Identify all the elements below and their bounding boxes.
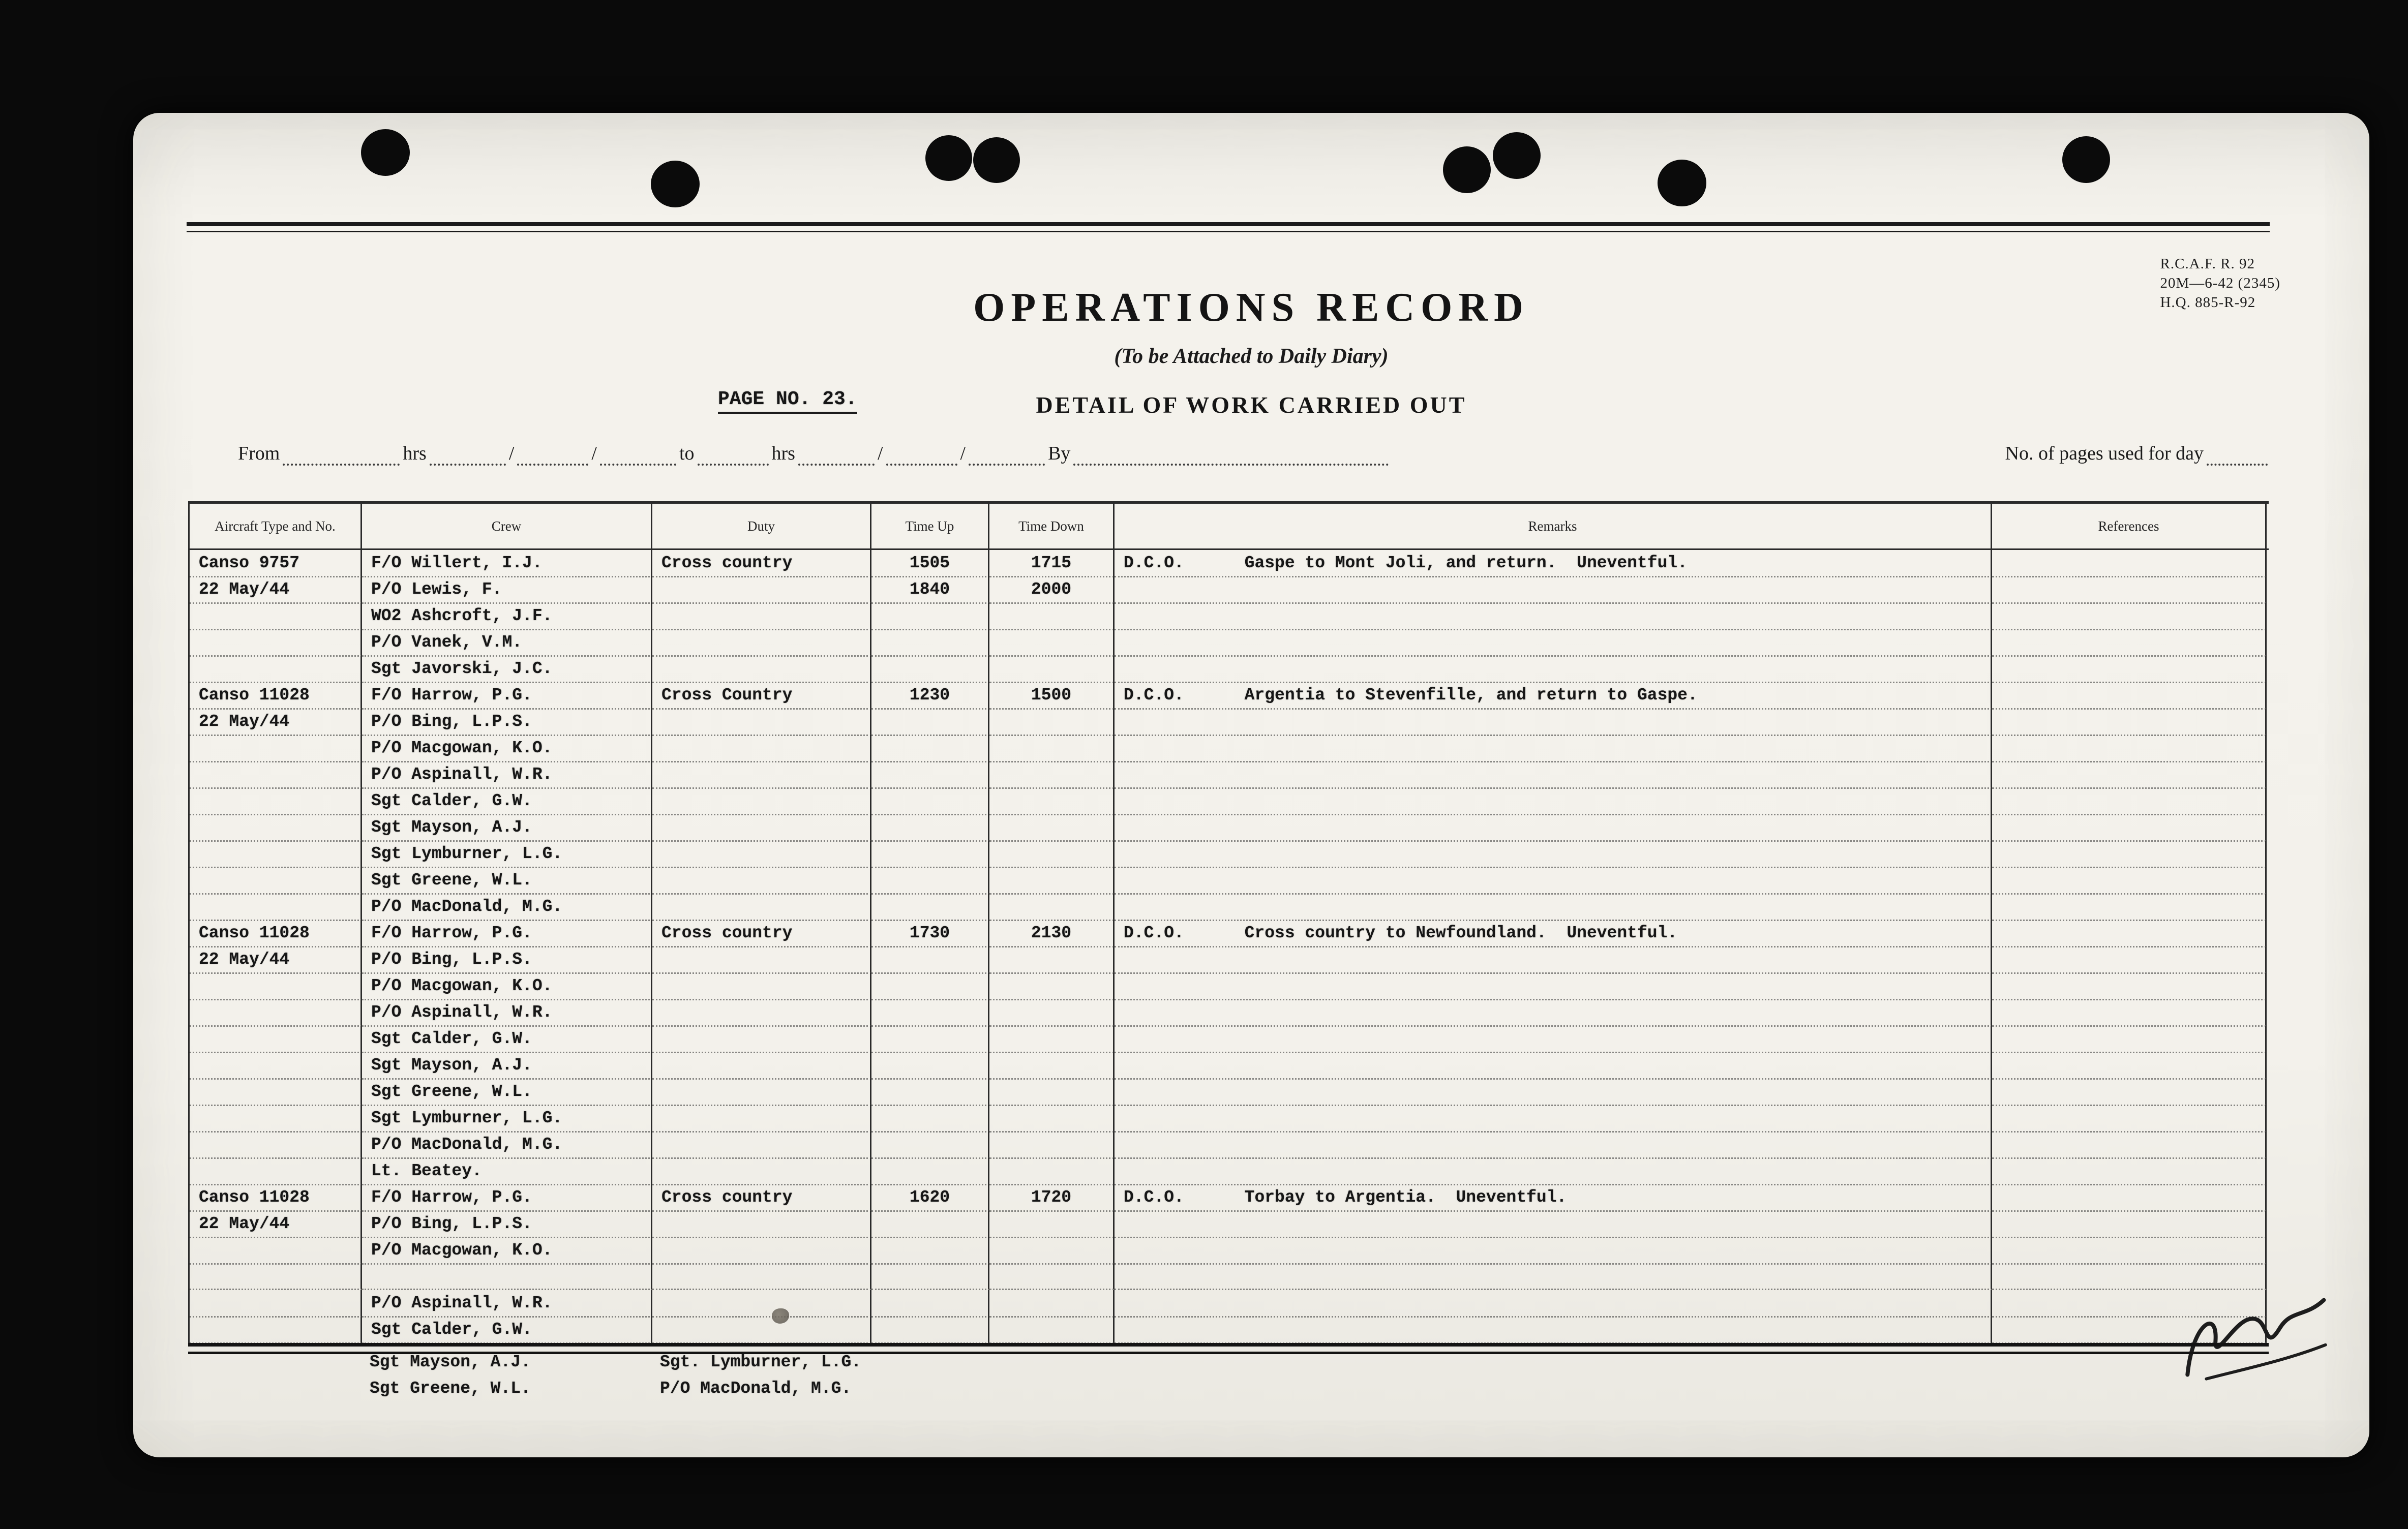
cell-remarks — [1113, 1375, 1991, 1402]
cell-remarks — [1115, 1211, 1992, 1238]
detail-heading: DETAIL OF WORK CARRIED OUT — [1036, 392, 1467, 418]
cell-time-up — [871, 735, 989, 762]
cell-aircraft — [190, 1079, 362, 1106]
cell-duty — [652, 1052, 871, 1080]
cell-remarks — [1115, 946, 1992, 974]
cell-duty — [652, 999, 871, 1027]
cell-crew: Sgt Greene, W.L. — [362, 1079, 652, 1106]
cell-crew: Sgt Greene, W.L. — [370, 1379, 531, 1398]
cell-remarks — [1115, 735, 1992, 762]
table-row — [188, 761, 2269, 788]
cell-time-up — [870, 1375, 988, 1402]
cell-crew: P/O Macgowan, K.O. — [362, 1237, 652, 1265]
cell-duty — [652, 1132, 871, 1159]
cell-references — [1992, 894, 2267, 921]
table-row — [188, 814, 2269, 841]
cell-references — [1992, 576, 2267, 604]
table-row — [188, 1052, 2269, 1079]
cell-time-down — [989, 1317, 1115, 1344]
cell-time-down — [989, 814, 1115, 842]
cell-time-down — [989, 735, 1115, 762]
cell-time-up — [871, 999, 989, 1027]
cell-duty — [652, 1290, 871, 1318]
table-overflow — [188, 1349, 2269, 1402]
cell-references — [1991, 1375, 2265, 1402]
cell-remarks — [1115, 761, 1992, 789]
cell-time-down — [989, 709, 1115, 736]
punch-hole — [925, 135, 972, 181]
cell-time-down: 1715 — [989, 550, 1115, 577]
cell-remarks — [1115, 894, 1992, 921]
cell-duty — [652, 841, 871, 868]
cell-remarks — [1115, 973, 1992, 1000]
cell-references — [1992, 946, 2267, 974]
cell-time-down — [989, 1290, 1115, 1318]
punch-hole — [361, 129, 410, 176]
cell-references — [1992, 603, 2267, 630]
cell-time-down — [989, 1211, 1115, 1238]
cell-time-up: 1230 — [871, 682, 989, 710]
cell-crew: Sgt Mayson, A.J. — [370, 1353, 531, 1371]
overflow-row — [188, 1375, 2269, 1402]
cell-aircraft — [190, 735, 362, 762]
cell-duty — [652, 973, 871, 1000]
cell-aircraft: Canso 9757 — [190, 550, 362, 577]
table-row — [188, 999, 2269, 1026]
cell-time-up: 1505 — [871, 550, 989, 577]
cell-time-up — [871, 1290, 989, 1318]
cell-aircraft — [190, 603, 362, 630]
cell-aircraft — [190, 814, 362, 842]
cell-references — [1992, 999, 2267, 1027]
cell-remarks — [1115, 656, 1992, 683]
pages-used-label: No. of pages used for day — [2005, 443, 2204, 464]
cell-time-down — [989, 1026, 1115, 1053]
page-title: OPERATIONS RECORD — [973, 285, 1529, 330]
table-row — [188, 1184, 2269, 1211]
cell-duty: Cross Country — [652, 682, 871, 710]
cell-remarks — [1115, 1264, 1992, 1290]
cell-time-up — [871, 1158, 989, 1185]
cell-remarks: D.C.O. Argentia to Stevenfille, and return to Gaspe. — [1115, 682, 1992, 710]
cell-aircraft — [190, 1052, 362, 1080]
cell-crew: P/O Vanek, V.M. — [362, 629, 652, 657]
cell-aircraft — [190, 1132, 362, 1159]
fill-in-blank — [698, 448, 769, 466]
table-row — [188, 894, 2269, 920]
cell-crew: Sgt Lymburner, L.G. — [362, 841, 652, 868]
cell-aircraft — [190, 973, 362, 1000]
cell-remarks — [1115, 709, 1992, 736]
cell-aircraft — [190, 841, 362, 868]
cell-remarks — [1115, 867, 1992, 895]
cell-time-up — [871, 1317, 989, 1344]
cell-time-down — [989, 1237, 1115, 1265]
table-row — [188, 576, 2269, 603]
cell-aircraft — [190, 1237, 362, 1265]
cell-time-down — [989, 629, 1115, 657]
cell-time-down: 2130 — [989, 920, 1115, 947]
cell-references — [1992, 867, 2267, 895]
cell-crew: P/O Bing, L.P.S. — [362, 709, 652, 736]
cell-time-up — [871, 1026, 989, 1053]
cell-crew: Sgt Lymburner, L.G. — [362, 1105, 652, 1133]
cell-time-down — [989, 1052, 1115, 1080]
from-label: From — [238, 443, 280, 464]
table-body — [188, 550, 2269, 1343]
cell-crew: Sgt Greene, W.L. — [362, 867, 652, 895]
form-code-line: R.C.A.F. R. 92 — [2160, 256, 2255, 272]
cell-time-up — [871, 1079, 989, 1106]
cell-crew: P/O Aspinall, W.R. — [362, 761, 652, 789]
cell-time-down — [989, 1158, 1115, 1185]
slash-separator: / — [508, 443, 515, 464]
cell-time-down: 1720 — [989, 1184, 1115, 1212]
cell-time-up — [871, 603, 989, 630]
cell-remarks — [1115, 1132, 1992, 1159]
cell-crew: P/O Bing, L.P.S. — [362, 946, 652, 974]
cell-time-down: 1500 — [989, 682, 1115, 710]
table-row — [188, 603, 2269, 629]
cell-aircraft — [190, 894, 362, 921]
cell-crew: P/O MacDonald, M.G. — [362, 1132, 652, 1159]
cell-time-down — [989, 973, 1115, 1000]
cell-crew: F/O Harrow, P.G. — [362, 682, 652, 710]
column-header: Duty — [652, 504, 871, 548]
cell-crew: F/O Willert, I.J. — [362, 550, 652, 577]
table-row — [188, 629, 2269, 656]
table-row — [188, 867, 2269, 894]
cell-crew: P/O MacDonald, M.G. — [362, 894, 652, 921]
cell-remarks — [1115, 1105, 1992, 1133]
cell-aircraft — [190, 788, 362, 815]
cell-time-down — [989, 1132, 1115, 1159]
punch-hole — [1658, 160, 1706, 206]
cell-duty — [652, 656, 871, 683]
cell-time-down: 2000 — [989, 576, 1115, 604]
table-row — [188, 1237, 2269, 1264]
cell-crew: Sgt Javorski, J.C. — [362, 656, 652, 683]
cell-aircraft — [188, 1375, 360, 1402]
document-page — [133, 113, 2369, 1457]
cell-aircraft: 22 May/44 — [190, 946, 362, 974]
cell-aircraft: Canso 11028 — [190, 920, 362, 947]
cell-remarks — [1115, 629, 1992, 657]
cell-aircraft — [190, 761, 362, 789]
table-row — [188, 1211, 2269, 1237]
table-row — [188, 1317, 2269, 1343]
cell-aircraft — [190, 1026, 362, 1053]
cell-time-down — [989, 603, 1115, 630]
cell-remarks — [1115, 841, 1992, 868]
slash-separator: / — [960, 443, 966, 464]
cell-references — [1992, 1237, 2267, 1265]
cell-remarks — [1115, 1237, 1992, 1265]
column-header: References — [1992, 504, 2267, 548]
cell-crew: P/O Macgowan, K.O. — [362, 735, 652, 762]
cell-time-down — [989, 946, 1115, 974]
table-row — [188, 682, 2269, 709]
table-row — [188, 1158, 2269, 1184]
cell-aircraft — [190, 1105, 362, 1133]
cell-duty — [652, 629, 871, 657]
cell-duty — [652, 1105, 871, 1133]
cell-crew: F/O Harrow, P.G. — [362, 920, 652, 947]
cell-remarks — [1115, 999, 1992, 1027]
fill-in-blank — [283, 448, 400, 466]
table-bottom-rule — [188, 1343, 2269, 1354]
top-rule-line — [187, 222, 2270, 232]
cell-references — [1992, 1079, 2267, 1106]
fill-in-blank — [886, 448, 957, 466]
cell-time-up — [871, 1211, 989, 1238]
cell-remarks — [1115, 1290, 1992, 1318]
cell-duty — [652, 1211, 871, 1238]
cell-references — [1992, 709, 2267, 736]
cell-time-up — [871, 1237, 989, 1265]
cell-duty: Cross country — [652, 920, 871, 947]
table-row — [188, 1026, 2269, 1052]
cell-time-up — [871, 1132, 989, 1159]
table-row — [188, 1290, 2269, 1317]
cell-time-up — [871, 1105, 989, 1133]
cell-crew: P/O Bing, L.P.S. — [362, 1211, 652, 1238]
cell-remarks — [1115, 1158, 1992, 1185]
cell-aircraft: 22 May/44 — [190, 576, 362, 604]
cell-time-down — [989, 999, 1115, 1027]
cell-aircraft: 22 May/44 — [190, 1211, 362, 1238]
cell-remarks — [1115, 603, 1992, 630]
cell-aircraft — [190, 629, 362, 657]
form-code-line: 20M—6-42 (2345) — [2160, 275, 2280, 291]
cell-remarks — [1115, 814, 1992, 842]
cell-references — [1992, 1052, 2267, 1080]
punch-hole — [1493, 132, 1541, 179]
cell-aircraft — [190, 1158, 362, 1185]
cell-time-up — [871, 841, 989, 868]
cell-crew: Sgt Mayson, A.J. — [362, 814, 652, 842]
table-row — [188, 1132, 2269, 1158]
column-header: Remarks — [1115, 504, 1992, 548]
fill-in-blank — [2207, 448, 2268, 466]
table-row — [188, 656, 2269, 682]
slash-separator: / — [591, 443, 597, 464]
cell-references — [1992, 1184, 2267, 1212]
column-header: Time Up — [871, 504, 989, 548]
cell-time-down — [989, 867, 1115, 895]
cell-time-up — [871, 946, 989, 974]
cell-references — [1992, 788, 2267, 815]
cell-time-down — [989, 1264, 1115, 1290]
cell-references — [1992, 761, 2267, 789]
cell-references — [1992, 1158, 2267, 1185]
table-header-row — [188, 501, 2269, 550]
cell-duty — [652, 788, 871, 815]
cell-time-up — [871, 629, 989, 657]
table-row — [188, 1105, 2269, 1132]
cell-time-up — [871, 867, 989, 895]
cell-duty — [652, 946, 871, 974]
table-row — [188, 550, 2269, 576]
cell-duty — [652, 1317, 871, 1344]
by-label: By — [1048, 443, 1071, 464]
cell-crew: Sgt Calder, G.W. — [362, 1026, 652, 1053]
cell-aircraft — [190, 656, 362, 683]
cell-time-down — [989, 788, 1115, 815]
fill-in-blank — [517, 448, 588, 466]
cell-references — [1992, 1211, 2267, 1238]
punch-hole — [651, 161, 700, 207]
punch-hole — [973, 137, 1020, 183]
cell-crew: Sgt Calder, G.W. — [362, 1317, 652, 1344]
cell-references — [1992, 629, 2267, 657]
cell-remarks — [1115, 788, 1992, 815]
cell-crew: Sgt Mayson, A.J. — [362, 1052, 652, 1080]
hrs-label: hrs — [403, 443, 427, 464]
cell-time-down — [989, 1105, 1115, 1133]
cell-crew: Sgt Calder, G.W. — [362, 788, 652, 815]
cell-duty — [652, 814, 871, 842]
table-row — [188, 735, 2269, 761]
cell-remarks — [1115, 1317, 1992, 1344]
cell-crew: P/O Aspinall, W.R. — [362, 1290, 652, 1318]
cell-duty — [652, 1026, 871, 1053]
cell-time-down — [989, 841, 1115, 868]
cell-duty — [652, 603, 871, 630]
cell-crew: P/O Lewis, F. — [362, 576, 652, 604]
cell-time-up — [871, 656, 989, 683]
cell-remarks: D.C.O. Gaspe to Mont Joli, and return. Uneventful. — [1115, 550, 1992, 577]
cell-crew: P/O Macgowan, K.O. — [362, 973, 652, 1000]
cell-time-down — [989, 761, 1115, 789]
cell-time-up — [871, 973, 989, 1000]
cell-references — [1992, 814, 2267, 842]
cell-duty — [652, 1264, 871, 1290]
cell-time-down — [989, 656, 1115, 683]
table-row — [188, 973, 2269, 999]
cell-time-down — [989, 1079, 1115, 1106]
cell-crew — [362, 1264, 652, 1290]
page-number: PAGE NO. 23. — [718, 388, 857, 414]
cell-crew: F/O Harrow, P.G. — [362, 1184, 652, 1212]
column-header: Aircraft Type and No. — [190, 504, 362, 548]
cell-duty: Sgt. Lymburner, L.G. — [660, 1353, 862, 1371]
from-to-line — [235, 442, 2268, 466]
cell-time-down — [988, 1375, 1113, 1402]
cell-crew: WO2 Ashcroft, J.F. — [362, 603, 652, 630]
table-row — [188, 1079, 2269, 1105]
cell-references — [1992, 656, 2267, 683]
cell-aircraft — [190, 867, 362, 895]
cell-aircraft — [190, 1264, 362, 1290]
cell-time-up — [871, 1264, 989, 1290]
cell-aircraft — [190, 999, 362, 1027]
table-row — [188, 946, 2269, 973]
cell-references — [1992, 1105, 2267, 1133]
cell-duty — [652, 1079, 871, 1106]
cell-time-up — [871, 788, 989, 815]
cell-time-up — [871, 1052, 989, 1080]
cell-time-down — [989, 894, 1115, 921]
cell-time-up — [871, 709, 989, 736]
cell-references — [1992, 920, 2267, 947]
cell-remarks — [1115, 576, 1992, 604]
cell-time-up: 1840 — [871, 576, 989, 604]
fill-in-blank — [1073, 448, 1389, 466]
cell-references — [1992, 973, 2267, 1000]
cell-aircraft — [190, 1317, 362, 1344]
cell-aircraft: Canso 11028 — [190, 682, 362, 710]
cell-remarks: D.C.O. Torbay to Argentia. Uneventful. — [1115, 1184, 1992, 1212]
cell-duty — [652, 761, 871, 789]
cell-references — [1992, 1026, 2267, 1053]
to-label: to — [679, 443, 695, 464]
slash-separator: / — [877, 443, 883, 464]
column-header: Crew — [362, 504, 652, 548]
cell-time-up — [871, 761, 989, 789]
table-row — [188, 920, 2269, 946]
cell-references — [1992, 1132, 2267, 1159]
cell-references — [1992, 841, 2267, 868]
cell-duty — [652, 894, 871, 921]
cell-duty — [652, 1158, 871, 1185]
table-row — [188, 841, 2269, 867]
cell-references — [1992, 682, 2267, 710]
cell-duty — [652, 735, 871, 762]
cell-time-up: 1730 — [871, 920, 989, 947]
cell-duty — [652, 576, 871, 604]
cell-remarks — [1115, 1079, 1992, 1106]
table-row — [188, 1264, 2269, 1290]
cell-time-up: 1620 — [871, 1184, 989, 1212]
cell-aircraft: 22 May/44 — [190, 709, 362, 736]
cell-duty — [652, 709, 871, 736]
fill-in-blank — [798, 448, 875, 466]
fill-in-blank — [969, 448, 1045, 466]
punch-hole — [1443, 146, 1491, 193]
hrs-label: hrs — [771, 443, 795, 464]
cell-remarks — [1115, 1052, 1992, 1080]
operations-table — [188, 501, 2269, 1402]
form-code-line: H.Q. 885-R-92 — [2160, 294, 2256, 311]
column-header: Time Down — [989, 504, 1115, 548]
cell-time-up — [871, 814, 989, 842]
table-row — [188, 709, 2269, 735]
table-row — [188, 788, 2269, 814]
page-subtitle: (To be Attached to Daily Diary) — [1114, 345, 1389, 368]
cell-duty: P/O MacDonald, M.G. — [660, 1379, 852, 1398]
cell-crew: P/O Aspinall, W.R. — [362, 999, 652, 1027]
cell-remarks — [1115, 1026, 1992, 1053]
cell-duty: Cross country — [652, 1184, 871, 1212]
cell-duty: Cross country — [652, 550, 871, 577]
cell-aircraft: Canso 11028 — [190, 1184, 362, 1212]
cell-duty — [652, 867, 871, 895]
cell-references — [1992, 735, 2267, 762]
punch-hole — [2062, 136, 2110, 183]
cell-references — [1992, 550, 2267, 577]
cell-time-up — [871, 894, 989, 921]
cell-duty — [652, 1237, 871, 1265]
cell-references — [1992, 1264, 2267, 1290]
fill-in-blank — [430, 448, 506, 466]
cell-remarks: D.C.O. Cross country to Newfoundland. Uneventful. — [1115, 920, 1992, 947]
fill-in-blank — [600, 448, 676, 466]
cell-crew: Lt. Beatey. — [362, 1158, 652, 1185]
cell-aircraft — [190, 1290, 362, 1318]
